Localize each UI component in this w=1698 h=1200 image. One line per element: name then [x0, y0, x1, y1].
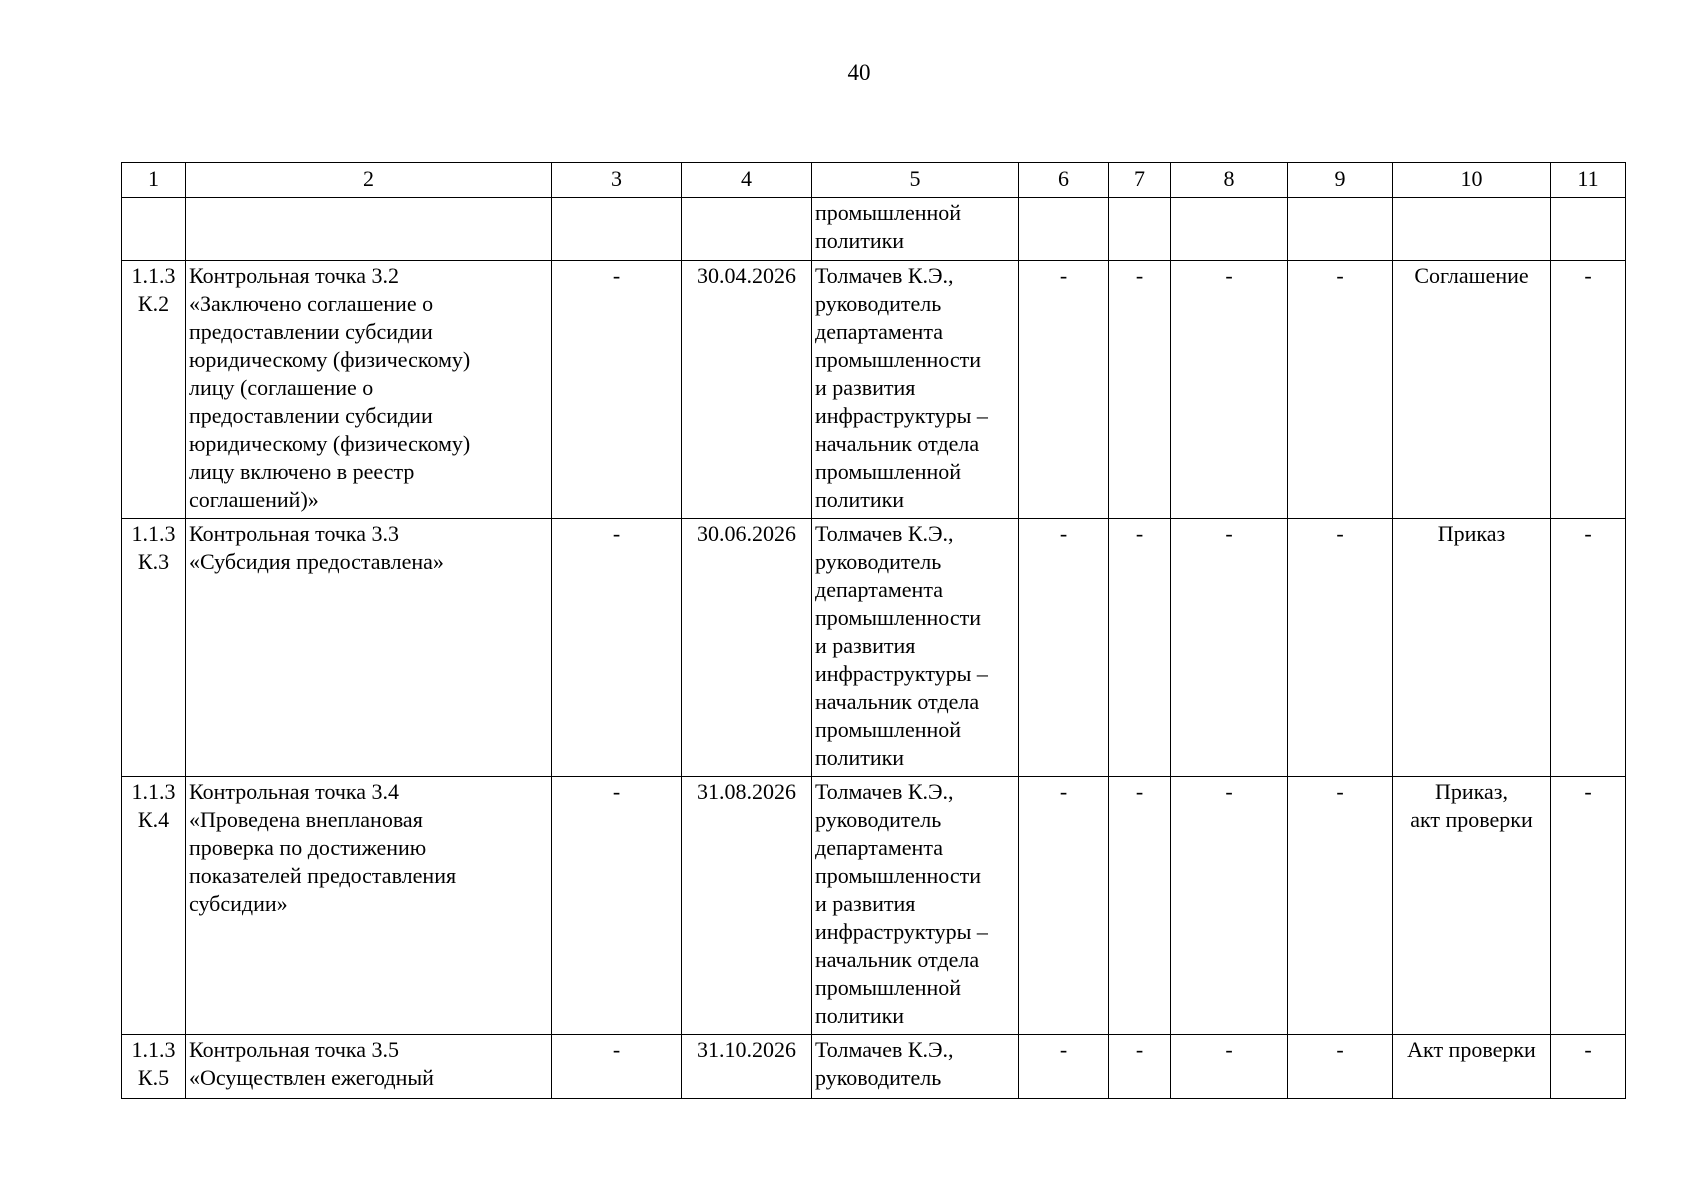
column-header-8: 8 — [1171, 163, 1288, 198]
responsible-cell: Толмачев К.Э., руководитель — [812, 1035, 1019, 1099]
page-number: 40 — [847, 60, 871, 85]
column-11-cell: - — [1551, 519, 1626, 777]
column-11-cell — [1551, 198, 1626, 261]
document-type-cell: Приказ — [1393, 519, 1551, 777]
end-date-cell: 31.10.2026 — [682, 1035, 812, 1099]
row-number-cell: 1.1.3 К.3 — [122, 519, 186, 777]
column-9-cell — [1288, 198, 1393, 261]
event-name-cell: Контрольная точка 3.5 «Осуществлен ежегодный — [186, 1035, 552, 1099]
responsible-cell: Толмачев К.Э., руководитель департамента промышленности и развития инфраструктуры – начальник отдела промышленной политики — [812, 519, 1019, 777]
end-date-cell — [682, 198, 812, 261]
document-type-cell — [1393, 198, 1551, 261]
column-7-cell: - — [1109, 519, 1171, 777]
column-11-cell: - — [1551, 1035, 1626, 1099]
event-name-cell — [186, 198, 552, 261]
row-number-cell: 1.1.3 К.4 — [122, 777, 186, 1035]
column-9-cell: - — [1288, 1035, 1393, 1099]
document-type-cell: Соглашение — [1393, 261, 1551, 519]
column-6-cell: - — [1019, 261, 1109, 519]
end-date-cell: 30.06.2026 — [682, 519, 812, 777]
column-number-row — [122, 163, 1626, 198]
table-row — [122, 198, 1626, 261]
column-6-cell: - — [1019, 777, 1109, 1035]
column-8-cell: - — [1171, 519, 1288, 777]
column-8-cell: - — [1171, 261, 1288, 519]
column-7-cell — [1109, 198, 1171, 261]
row-number-cell: 1.1.3 К.2 — [122, 261, 186, 519]
column-6-cell — [1019, 198, 1109, 261]
start-date-cell: - — [552, 519, 682, 777]
table-row — [122, 261, 1626, 519]
column-6-cell: - — [1019, 1035, 1109, 1099]
end-date-cell: 31.08.2026 — [682, 777, 812, 1035]
table-row — [122, 519, 1626, 777]
end-date-cell: 30.04.2026 — [682, 261, 812, 519]
document-type-cell: Приказ, акт проверки — [1393, 777, 1551, 1035]
column-7-cell: - — [1109, 1035, 1171, 1099]
column-7-cell: - — [1109, 777, 1171, 1035]
column-header-7: 7 — [1109, 163, 1171, 198]
column-9-cell: - — [1288, 777, 1393, 1035]
start-date-cell: - — [552, 261, 682, 519]
start-date-cell — [552, 198, 682, 261]
column-header-1: 1 — [122, 163, 186, 198]
column-header-9: 9 — [1288, 163, 1393, 198]
document-type-cell: Акт проверки — [1393, 1035, 1551, 1099]
column-header-3: 3 — [552, 163, 682, 198]
responsible-cell: промышленной политики — [812, 198, 1019, 261]
column-9-cell: - — [1288, 261, 1393, 519]
row-number-cell — [122, 198, 186, 261]
column-8-cell: - — [1171, 777, 1288, 1035]
column-6-cell: - — [1019, 519, 1109, 777]
event-name-cell: Контрольная точка 3.2 «Заключено соглашение о предоставлении субсидии юридическому (физическому) лицу (соглашение о предоставлении субсидии юридическому (физическому) лицу включено в реестр соглашений)» — [186, 261, 552, 519]
event-name-cell: Контрольная точка 3.3 «Субсидия предоставлена» — [186, 519, 552, 777]
table-row — [122, 1035, 1626, 1099]
table-row — [122, 777, 1626, 1035]
column-11-cell: - — [1551, 777, 1626, 1035]
event-name-cell: Контрольная точка 3.4 «Проведена внеплановая проверка по достижению показателей предоставления субсидии» — [186, 777, 552, 1035]
start-date-cell: - — [552, 777, 682, 1035]
column-9-cell: - — [1288, 519, 1393, 777]
column-header-11: 11 — [1551, 163, 1626, 198]
row-number-cell: 1.1.3 К.5 — [122, 1035, 186, 1099]
column-7-cell: - — [1109, 261, 1171, 519]
column-header-6: 6 — [1019, 163, 1109, 198]
column-8-cell: - — [1171, 1035, 1288, 1099]
column-header-2: 2 — [186, 163, 552, 198]
column-header-5: 5 — [812, 163, 1019, 198]
column-11-cell: - — [1551, 261, 1626, 519]
column-header-4: 4 — [682, 163, 812, 198]
start-date-cell: - — [552, 1035, 682, 1099]
column-header-10: 10 — [1393, 163, 1551, 198]
responsible-cell: Толмачев К.Э., руководитель департамента промышленности и развития инфраструктуры – начальник отдела промышленной политики — [812, 777, 1019, 1035]
column-8-cell — [1171, 198, 1288, 261]
control-points-table — [121, 162, 1626, 1099]
responsible-cell: Толмачев К.Э., руководитель департамента промышленности и развития инфраструктуры – начальник отдела промышленной политики — [812, 261, 1019, 519]
